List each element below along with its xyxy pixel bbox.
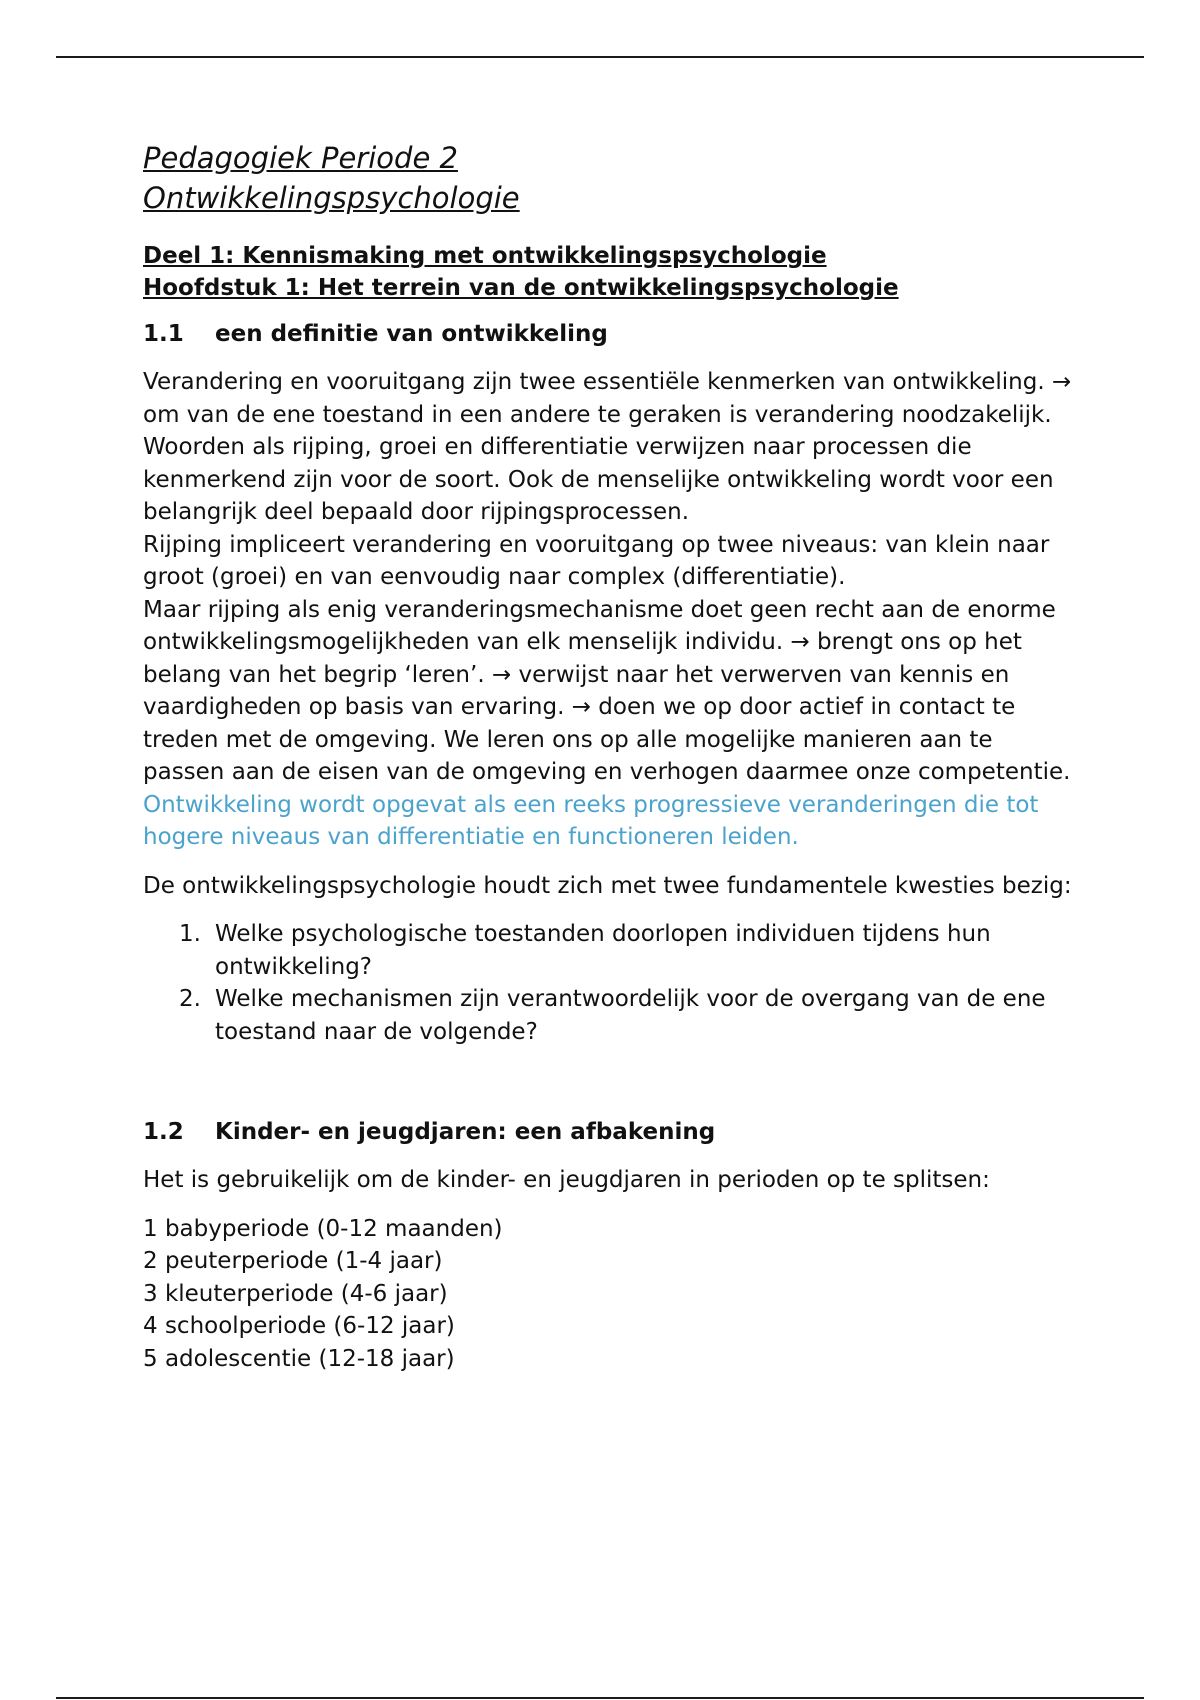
list-item <box>179 983 1073 1048</box>
kwesties-list <box>143 918 1073 1048</box>
period-item: 3 kleuterperiode (4-6 jaar) <box>143 1280 448 1307</box>
list-item-text: Welke psychologische toestanden doorlopen individuen tijdens hun ontwikkeling? <box>215 921 991 980</box>
document-title-line-1: Pedagogiek Periode 2 <box>143 141 458 175</box>
section-heading-1-1 <box>143 318 1073 350</box>
document-title-line-2: Ontwikkelingspsychologie <box>143 181 520 215</box>
list-item-text: Welke mechanismen zijn verantwoordelijk voor de overgang van de ene toestand naar de volgende? <box>215 986 1046 1045</box>
period-item: 5 adolescentie (12-18 jaar) <box>143 1345 455 1372</box>
paragraph: Verandering en vooruitgang zijn twee essentiële kenmerken van ontwikkeling. → om van de ene toestand in een andere te geraken is verandering noodzakelijk. <box>143 369 1072 428</box>
list-item <box>179 918 1073 983</box>
document-page <box>143 138 1073 1375</box>
periods-list <box>143 1213 1073 1376</box>
part-heading: Deel 1: Kennismaking met ontwikkelingspsychologie <box>143 243 827 269</box>
period-item: 2 peuterperiode (1-4 jaar) <box>143 1248 443 1274</box>
paragraph: Maar rijping als enig veranderingsmechanisme doet geen recht aan de enorme ontwikkelingsmogelijkheden van elk menselijk individu. → brengt ons op het belang van het begrip ‘leren’. → verwijst naar het verwerven van kennis en vaardigheden op basis van ervaring. → doen we op door actief in contact te treden met de omgeving. We leren ons op alle mogelijke manieren aan te passen aan de eisen van de omgeving en verhogen daarmee onze competentie. <box>143 596 1071 785</box>
list-item-number: 2. <box>179 986 201 1012</box>
section-title: Kinder- en jeugdjaren: een afbakening <box>215 1119 716 1145</box>
period-item: 4 schoolperiode (6-12 jaar) <box>143 1313 455 1339</box>
footer-rule <box>56 1697 1144 1699</box>
chapter-heading: Hoofdstuk 1: Het terrein van de ontwikkelingspsychologie <box>143 275 899 301</box>
section-heading-1-2 <box>143 1116 1073 1148</box>
section-title: een definitie van ontwikkeling <box>215 321 608 347</box>
periods-intro: Het is gebruikelijk om de kinder- en jeugdjaren in perioden op te splitsen: <box>143 1167 990 1193</box>
period-item: 1 babyperiode (0-12 maanden) <box>143 1215 503 1242</box>
list-item-number: 1. <box>179 921 201 947</box>
section-number: 1.2 <box>143 1119 184 1145</box>
paragraph: Woorden als rijping, groei en differentiatie verwijzen naar processen die kenmerkend zijn voor de soort. Ook de menselijke ontwikkeling wordt voor een belangrijk deel bepaald door rijpingsprocessen. <box>143 434 1054 525</box>
paragraph: Rijping impliceert verandering en vooruitgang op twee niveaus: van klein naar groot (groei) en van eenvoudig naar complex (differentiatie). <box>143 531 1050 590</box>
highlighted-definition: Ontwikkeling wordt opgevat als een reeks progressieve veranderingen die tot hogere niveaus van differentiatie en functioneren leiden. <box>143 791 1039 850</box>
list-intro: De ontwikkelingspsychologie houdt zich met twee fundamentele kwesties bezig: <box>143 872 1072 899</box>
section-number: 1.1 <box>143 321 184 347</box>
header-rule <box>56 56 1144 58</box>
